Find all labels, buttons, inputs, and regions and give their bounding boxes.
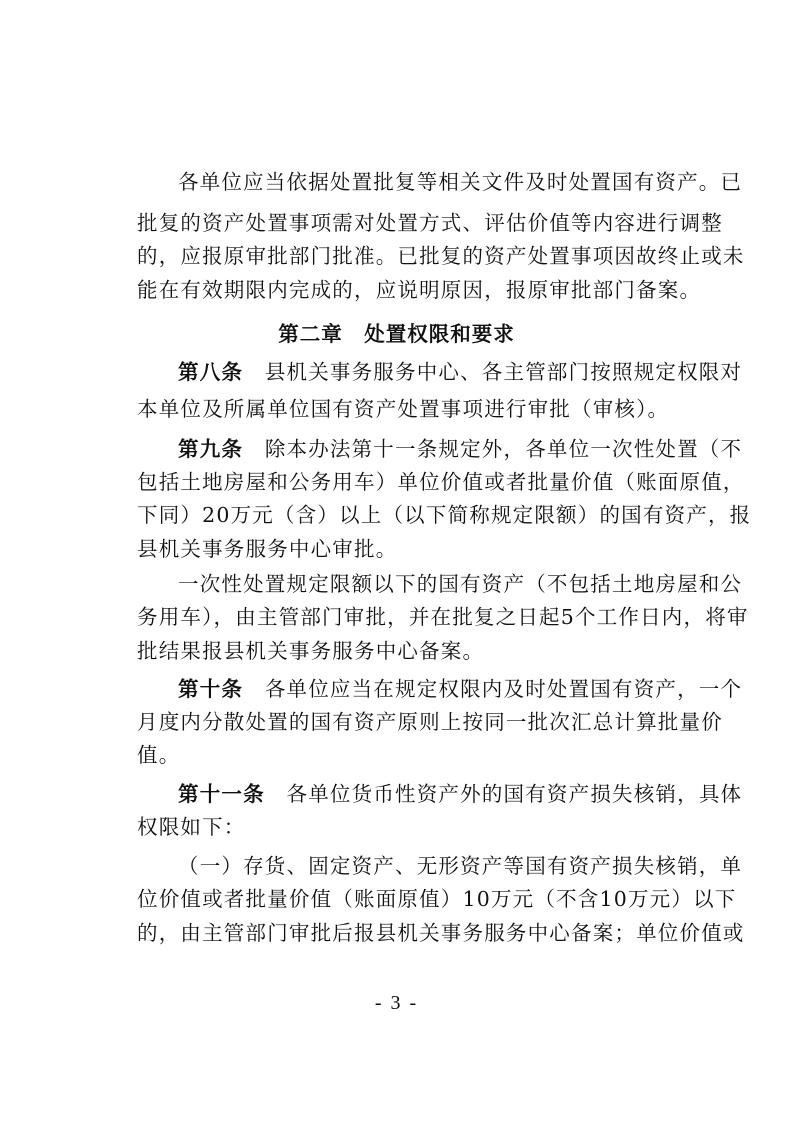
article-10-label: 第十条 xyxy=(178,677,244,701)
article-9-line-3: 下同）20万元（含）以上（以下简称规定限额）的国有资产，报 xyxy=(137,503,752,527)
article-10-text: 各单位应当在规定权限内及时处置国有资产，一个 xyxy=(264,677,743,701)
article-9-line-2: 包括土地房屋和公务用车）单位价值或者批量价值（账面原值， xyxy=(137,470,745,494)
paragraph-1-line-4: 能在有效期限内完成的，应说明原因，报原审批部门备案。 xyxy=(137,278,702,302)
article-9-para-2-line-2: 务用车），由主管部门审批，并在批复之日起5个工作日内，将审 xyxy=(137,605,749,629)
paragraph-1-line-2: 批复的资产处置事项需对处置方式、评估价值等内容进行调整 xyxy=(137,211,723,235)
item-1-line-2: 位价值或者批量价值（账面原值）10万元（不含10万元）以下 xyxy=(137,887,737,911)
article-8-label: 第八条 xyxy=(178,360,244,384)
article-8-line-1 xyxy=(178,360,743,384)
article-11-label: 第十一条 xyxy=(178,782,265,806)
article-9-para-2-line-3: 批结果报县机关事务服务中心备案。 xyxy=(137,639,485,663)
paragraph-1-line-1: 各单位应当依据处置批复等相关文件及时处置国有资产。已 xyxy=(178,170,743,194)
chapter-heading: 第二章 处置权限和要求 xyxy=(278,322,515,346)
article-9-line-1 xyxy=(178,437,743,461)
item-1-line-3: 的，由主管部门审批后报县机关事务服务中心备案；单位价值或 xyxy=(137,921,745,945)
article-11-line-2: 权限如下： xyxy=(137,815,246,839)
article-8-text: 县机关事务服务中心、各主管部门按照规定权限对 xyxy=(264,360,743,384)
article-9-line-4: 县机关事务服务中心审批。 xyxy=(137,537,398,561)
paragraph-1-line-3: 的，应报原审批部门批准。已批复的资产处置事项因故终止或未 xyxy=(137,244,745,268)
article-9-para-2-line-1: 一次性处置规定限额以下的国有资产（不包括土地房屋和公 xyxy=(178,572,743,596)
article-9-label: 第九条 xyxy=(178,437,244,461)
item-1-line-1: （一）存货、固定资产、无形资产等国有资产损失核销，单 xyxy=(178,854,743,878)
article-9-text: 除本办法第十一条规定外，各单位一次性处置（不 xyxy=(264,437,743,461)
page-number: - 3 - xyxy=(374,992,419,1014)
article-10-line-3: 值。 xyxy=(137,743,181,767)
article-11-text: 各单位货币性资产外的国有资产损失核销，具体 xyxy=(286,782,743,806)
article-10-line-2: 月度内分散处置的国有资产原则上按同一批次汇总计算批量价 xyxy=(137,710,723,734)
article-11-line-1 xyxy=(178,782,743,806)
article-10-line-1 xyxy=(178,677,743,701)
article-8-line-2: 本单位及所属单位国有资产处置事项进行审批（审核）。 xyxy=(137,397,670,421)
